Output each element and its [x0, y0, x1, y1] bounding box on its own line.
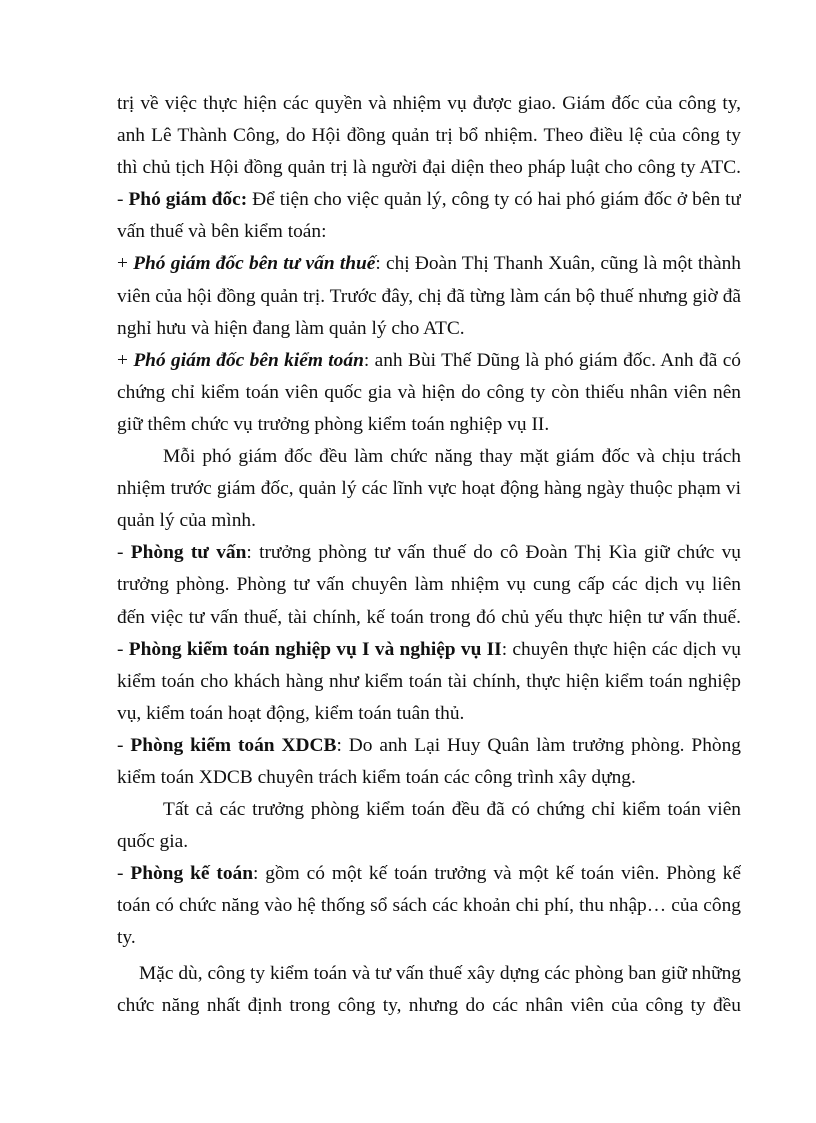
text-line [117, 216, 741, 248]
text-line [117, 248, 741, 280]
text-run: nghỉ hưu và hiện đang làm quản lý cho ATC. [117, 317, 465, 339]
text-run: : Do anh Lại Huy Quân làm trưởng phòng. Phòng [336, 734, 741, 756]
text-line [117, 634, 741, 666]
emphasized-text: Phòng kiểm toán XDCB [130, 734, 337, 756]
text-line [117, 409, 741, 441]
text-line [117, 730, 741, 762]
text-run: vụ, kiểm toán hoạt động, kiểm toán tuân thủ. [117, 702, 465, 724]
text-line [117, 922, 741, 954]
text-run: : chuyên thực hiện các dịch vụ [501, 638, 741, 660]
text-line [117, 152, 741, 184]
text-run: - [117, 638, 129, 660]
text-line [117, 88, 741, 120]
text-run: : trưởng phòng tư vấn thuế do cô Đoàn Thị Kìa giữ chức vụ [246, 542, 741, 564]
emphasized-text: Phó giám đốc: [128, 189, 248, 211]
text-line [117, 377, 741, 409]
text-run: vấn thuế và bên kiểm toán: [117, 221, 327, 243]
text-run: + [117, 253, 134, 275]
text-run: đến việc tư vấn thuế, tài chính, kế toán trong đó chủ yếu thực hiện tư vấn thuế. [117, 606, 741, 628]
text-line [117, 313, 741, 345]
text-line [117, 858, 741, 890]
text-run: kiểm toán cho khách hàng như kiểm toán tài chính, thực hiện kiểm toán nghiệp [117, 670, 741, 692]
text-run: toán có chức năng vào hệ thống sổ sách các khoản chi phí, thu nhập… của công [117, 895, 741, 917]
text-run: chứng chỉ kiểm toán viên quốc gia và hiện do công ty còn thiếu nhân viên nên [117, 381, 741, 403]
text-line [117, 958, 741, 990]
text-line [117, 666, 741, 698]
text-run: giữ thêm chức vụ trưởng phòng kiểm toán nghiệp vụ II. [117, 413, 550, 435]
body-text [117, 88, 741, 1022]
emphasized-text: Phòng kiểm toán nghiệp vụ I và nghiệp vụ II [128, 638, 502, 660]
text-line [117, 345, 741, 377]
text-line [117, 537, 741, 569]
emphasized-text: Phòng kế toán [130, 863, 253, 885]
emphasized-text: Phòng tư vấn [130, 542, 247, 564]
text-line [117, 826, 741, 858]
text-line [117, 184, 741, 216]
text-run: anh Lê Thành Công, do Hội đồng quản trị bổ nhiệm. Theo điều lệ của công ty [117, 125, 741, 147]
text-line [117, 441, 741, 473]
text-run: Mặc dù, công ty kiểm toán và tư vấn thuế xây dựng các phòng ban giữ những [139, 962, 741, 984]
text-run: kiểm toán XDCB chuyên trách kiểm toán các công trình xây dựng. [117, 766, 636, 788]
text-line [117, 473, 741, 505]
text-line [117, 762, 741, 794]
text-run: Mỗi phó giám đốc đều làm chức năng thay mặt giám đốc và chịu trách [163, 446, 741, 468]
text-line [117, 602, 741, 634]
text-run: - [117, 734, 131, 756]
text-run: Tất cả các trưởng phòng kiểm toán đều đã có chứng chỉ kiểm toán viên [163, 799, 741, 821]
text-line [117, 698, 741, 730]
emphasized-text: Phó giám đốc bên kiểm toán [133, 349, 364, 371]
text-run: - [117, 863, 131, 885]
text-run: quốc gia. [117, 831, 189, 853]
text-line [117, 505, 741, 537]
text-run: viên của hội đồng quản trị. Trước đây, chị đã từng làm cán bộ thuế nhưng giờ đã [117, 285, 741, 307]
text-run: nhiệm trước giám đốc, quản lý các lĩnh vực hoạt động hàng ngày thuộc phạm vi [117, 478, 741, 500]
text-line [117, 990, 741, 1022]
text-run: - [117, 542, 131, 564]
text-run: chức năng nhất định trong công ty, nhưng do các nhân viên của công ty đều [117, 994, 741, 1016]
text-line [117, 281, 741, 313]
text-run: - [117, 189, 129, 211]
emphasized-text: Phó giám đốc bên tư vấn thuế [133, 253, 376, 275]
text-run: Để tiện cho việc quản lý, công ty có hai phó giám đốc ở bên tư [247, 189, 741, 211]
text-line [117, 569, 741, 601]
text-run: thì chủ tịch Hội đồng quản trị là người đại diện theo pháp luật cho công ty ATC. [117, 157, 741, 179]
text-run: trị về việc thực hiện các quyền và nhiệm vụ được giao. Giám đốc của công ty, [117, 93, 741, 114]
text-run: : gồm có một kế toán trưởng và một kế toán viên. Phòng kế [253, 863, 741, 885]
text-line [117, 890, 741, 922]
text-line [117, 120, 741, 152]
text-run: trưởng phòng. Phòng tư vấn chuyên làm nhiệm vụ cung cấp các dịch vụ liên [117, 574, 741, 596]
text-run: : anh Bùi Thế Dũng là phó giám đốc. Anh đã có [363, 349, 741, 371]
text-run: : chị Đoàn Thị Thanh Xuân, cũng là một thành [375, 253, 741, 275]
text-run: + [117, 349, 134, 371]
text-line [117, 794, 741, 826]
text-run: ty. [117, 927, 136, 949]
text-run: quản lý của mình. [117, 510, 256, 532]
